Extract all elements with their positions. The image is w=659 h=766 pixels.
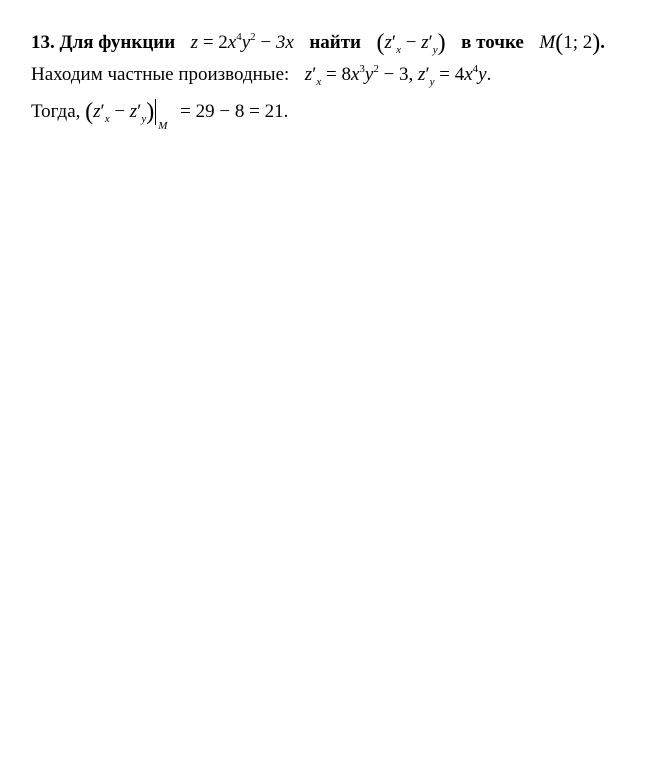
result-value: = 29 − 8 = 21. xyxy=(180,101,289,122)
problem-statement xyxy=(31,31,605,55)
problem-text-find: найти xyxy=(309,32,362,53)
target-expression: $(z'_x - z'_y)$ xyxy=(376,30,446,56)
result-expression: $(z'_x - z'_y)M$ xyxy=(85,101,175,122)
result-line xyxy=(31,99,288,138)
problem-text-point: в точке xyxy=(461,32,524,53)
point-expression: M(1; 2). xyxy=(539,30,605,56)
result-text: Тогда, xyxy=(31,101,81,122)
evaluation-bar xyxy=(155,99,156,125)
evaluation-point: M xyxy=(158,120,168,132)
derivatives-line xyxy=(31,63,491,87)
problem-text-function: Для функции xyxy=(59,32,176,53)
derivative-x-formula: $z'_x = 8x^3y^2 - 3$, xyxy=(304,63,414,88)
function-formula: $z = 2x^4y^2 - 3x$ xyxy=(190,31,294,53)
problem-number: 13. xyxy=(31,32,55,53)
derivatives-text: Находим частные производные: xyxy=(31,64,290,85)
derivative-y-formula: $z'_y = 4x^4y$. xyxy=(418,63,492,88)
